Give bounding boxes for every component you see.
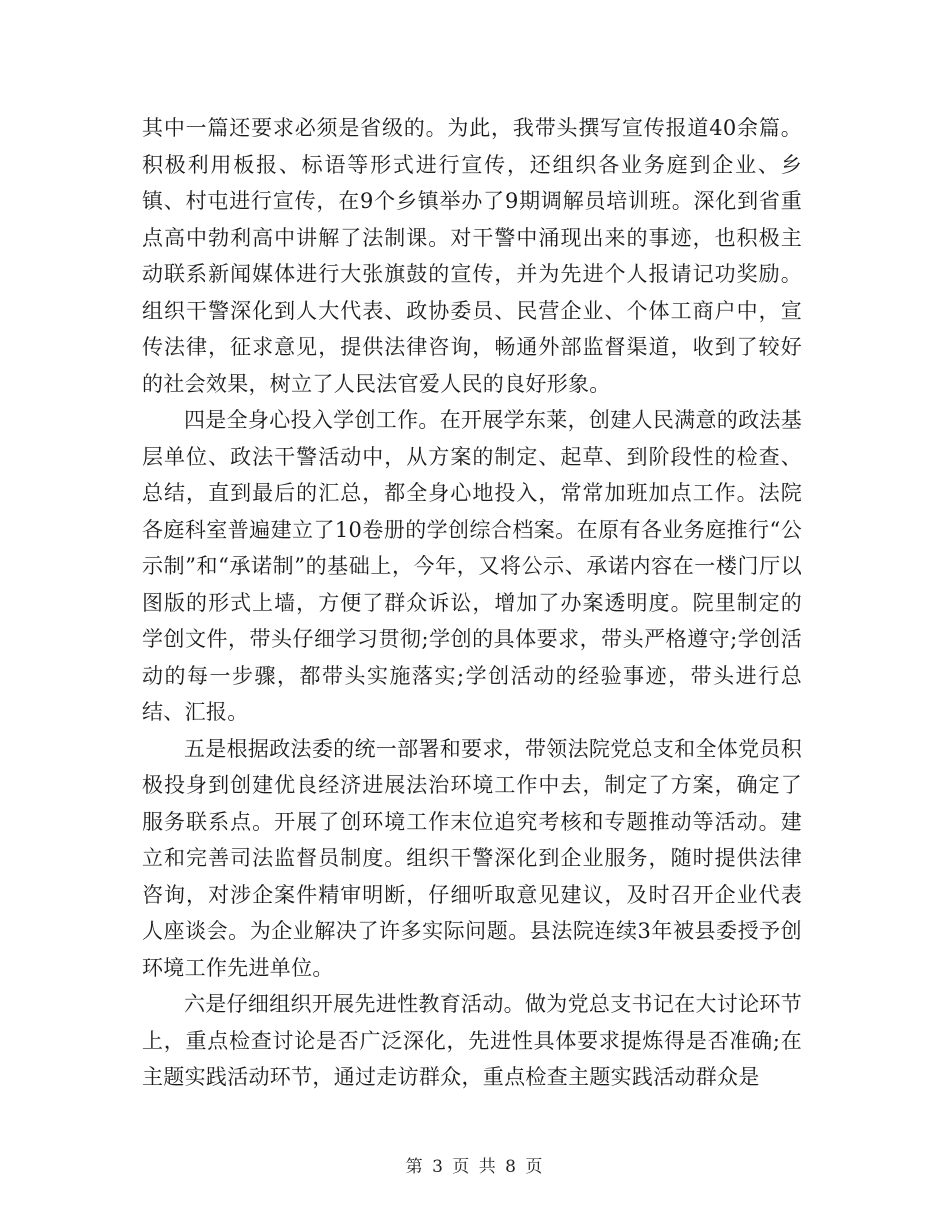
page-number-footer: 第 3 页 共 8 页: [405, 1157, 545, 1177]
paragraph-item-five: 五是根据政法委的统一部署和要求，带领法院党总支和全体党员积极投身到创建优良经济进展法治环境工作中去，制定了方案，确定了服务联系点。开展了创环境工作末位追究考核和专题推动等活动。建立和完善司法监督员制度。组织干警深化到企业服务，随时提供法律咨询，对涉企案件精审明断，仔细听取意见建议，及时召开企业代表人座谈会。为企业解决了许多实际问题。县法院连续3年被县委授予创环境工作先进单位。: [142, 736, 802, 980]
paragraph-continuation: 其中一篇还要求必须是省级的。为此，我带头撰写宣传报道40余篇。积极利用板报、标语等形式进行宣传，还组织各业务庭到企业、乡镇、村屯进行宣传，在9个乡镇举办了9期调解员培训班。深化到省重点高中勃利高中讲解了法制课。对干警中涌现出来的事迹，也积极主动联系新闻媒体进行大张旗鼓的宣传，并为先进个人报请记功奖励。组织干警深化到人大代表、政协委员、民营企业、个体工商户中，宣传法律，征求意见，提供法律咨询，畅通外部监督渠道，收到了较好的社会效果，树立了人民法官爱人民的良好形象。: [142, 116, 802, 396]
paragraph-item-six: 六是仔细组织开展先进性教育活动。做为党总支书记在大讨论环节上，重点检查讨论是否广泛深化，先进性具体要求提炼得是否准确;在主题实践活动环节，通过走访群众，重点检查主题实践活动群众是: [142, 992, 802, 1089]
paragraph-item-four: 四是全身心投入学创工作。在开展学东莱，创建人民满意的政法基层单位、政法干警活动中，从方案的制定、起草、到阶段性的检查、总结，直到最后的汇总，都全身心地投入，常常加班加点工作。法院各庭科室普遍建立了10卷册的学创综合档案。在原有各业务庭推行“公示制”和“承诺制”的基础上，今年，又将公示、承诺内容在一楼门厅以图版的形式上墙，方便了群众诉讼，增加了办案透明度。院里制定的学创文件，带头仔细学习贯彻;学创的具体要求，带头严格遵守;学创活动的每一步骤，都带头实施落实;学创活动的经验事迹，带头进行总结、汇报。: [142, 408, 802, 724]
document-body: [142, 110, 802, 1096]
